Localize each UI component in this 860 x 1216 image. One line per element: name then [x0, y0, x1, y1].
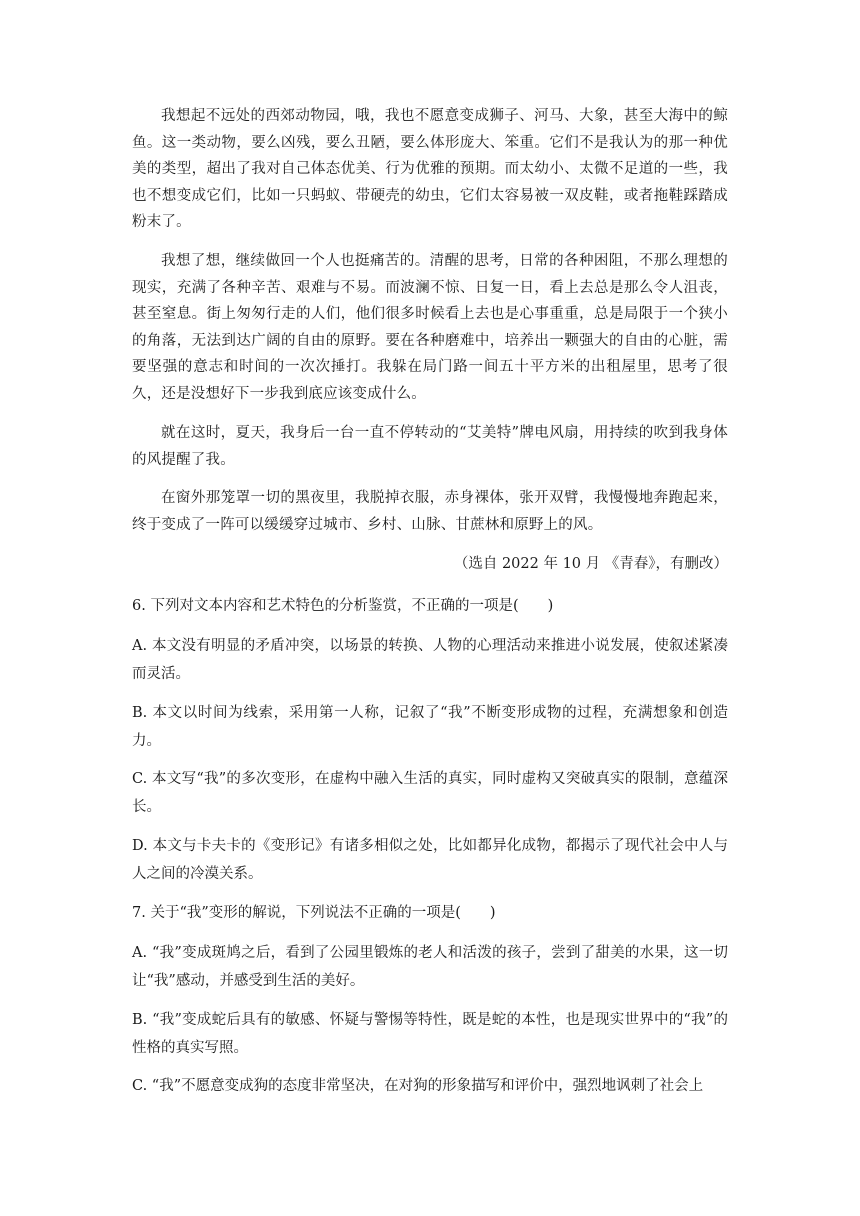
question-6-stem: 6. 下列对文本内容和艺术特色的分析鉴赏，不正确的一项是( ) [132, 598, 554, 614]
passage-source: （选自 2022 年 10 月 《青春》，有删改） [453, 556, 728, 572]
question-7-stem: 7. 关于“我”变形的解说，下列说法不正确的一项是( ) [132, 905, 496, 921]
passage-paragraph-4: 在窗外那笼罩一切的黑夜里，我脱掉衣服，赤身裸体，张开双臂，我慢慢地奔跑起来，终于变成了一阵可以缓缓穿过城市、乡村、山脉、甘蔗林和原野上的风。 [132, 490, 728, 533]
question-6-option-d: D. 本文与卡夫卡的《变形记》有诸多相似之处，比如都异化成物，都揭示了现代社会中人与人之间的冷漠关系。 [132, 838, 728, 882]
question-7-option-b: B. “我”变成蛇后具有的敏感、怀疑与警惕等特性，既是蛇的本性，也是现实世界中的“我”的性格的真实写照。 [132, 1012, 728, 1056]
passage-paragraph-1: 我想起不远处的西郊动物园，哦，我也不愿意变成狮子、河马、大象，甚至大海中的鲸鱼。这一类动物，要么凶残，要么丑陋，要么体形庞大、笨重。它们不是我认为的那一种优美的类型，超出了我对自己体态优美、行为优雅的预期。而太幼小、太微不足道的一些，我也不想变成它们，比如一只蚂蚁、带硬壳的幼虫，它们太容易被一双皮鞋，或者拖鞋踩踏成粉末了。 [132, 108, 728, 230]
passage-paragraph-2: 我想了想，继续做回一个人也挺痛苦的。清醒的思考，日常的各种困阻，不那么理想的现实，充满了各种辛苦、艰难与不易。而波澜不惊、日复一日，看上去总是那么令人沮丧，甚至窒息。街上匆匆行走的人们，他们很多时候看上去也是心事重重，总是局限于一个狭小的角落，无法到达广阔的自由的原野。要在各种磨难中，培养出一颗强大的自由的心脏，需要坚强的意志和时间的一次次捶打。我躲在局门路一间五十平方米的出租屋里，思考了很久，还是没想好下一步我到底应该变成什么。 [132, 253, 728, 402]
question-7-option-c: C. “我”不愿意变成狗的态度非常坚决，在对狗的形象描写和评价中，强烈地讽刺了社会上 [132, 1078, 704, 1094]
question-6-option-b: B. 本文以时间为线索，采用第一人称，记叙了“我”不断变形成物的过程，充满想象和创造力。 [132, 705, 728, 749]
question-6-option-c: C. 本文写“我”的多次变形，在虚构中融入生活的真实，同时虚构又突破真实的限制，意蕴深长。 [132, 771, 728, 815]
passage-paragraph-3: 就在这时，夏天，我身后一台一直不停转动的“艾美特”牌电风扇，用持续的吹到我身体的风提醒了我。 [132, 425, 728, 468]
question-7-option-a: A. “我”变成斑鸠之后，看到了公园里锻炼的老人和活泼的孩子，尝到了甜美的水果，这一切让“我”感动，并感受到生活的美好。 [132, 945, 728, 989]
question-6-option-a: A. 本文没有明显的矛盾冲突，以场景的转换、人物的心理活动来推进小说发展，使叙述紧凑而灵活。 [132, 638, 728, 682]
